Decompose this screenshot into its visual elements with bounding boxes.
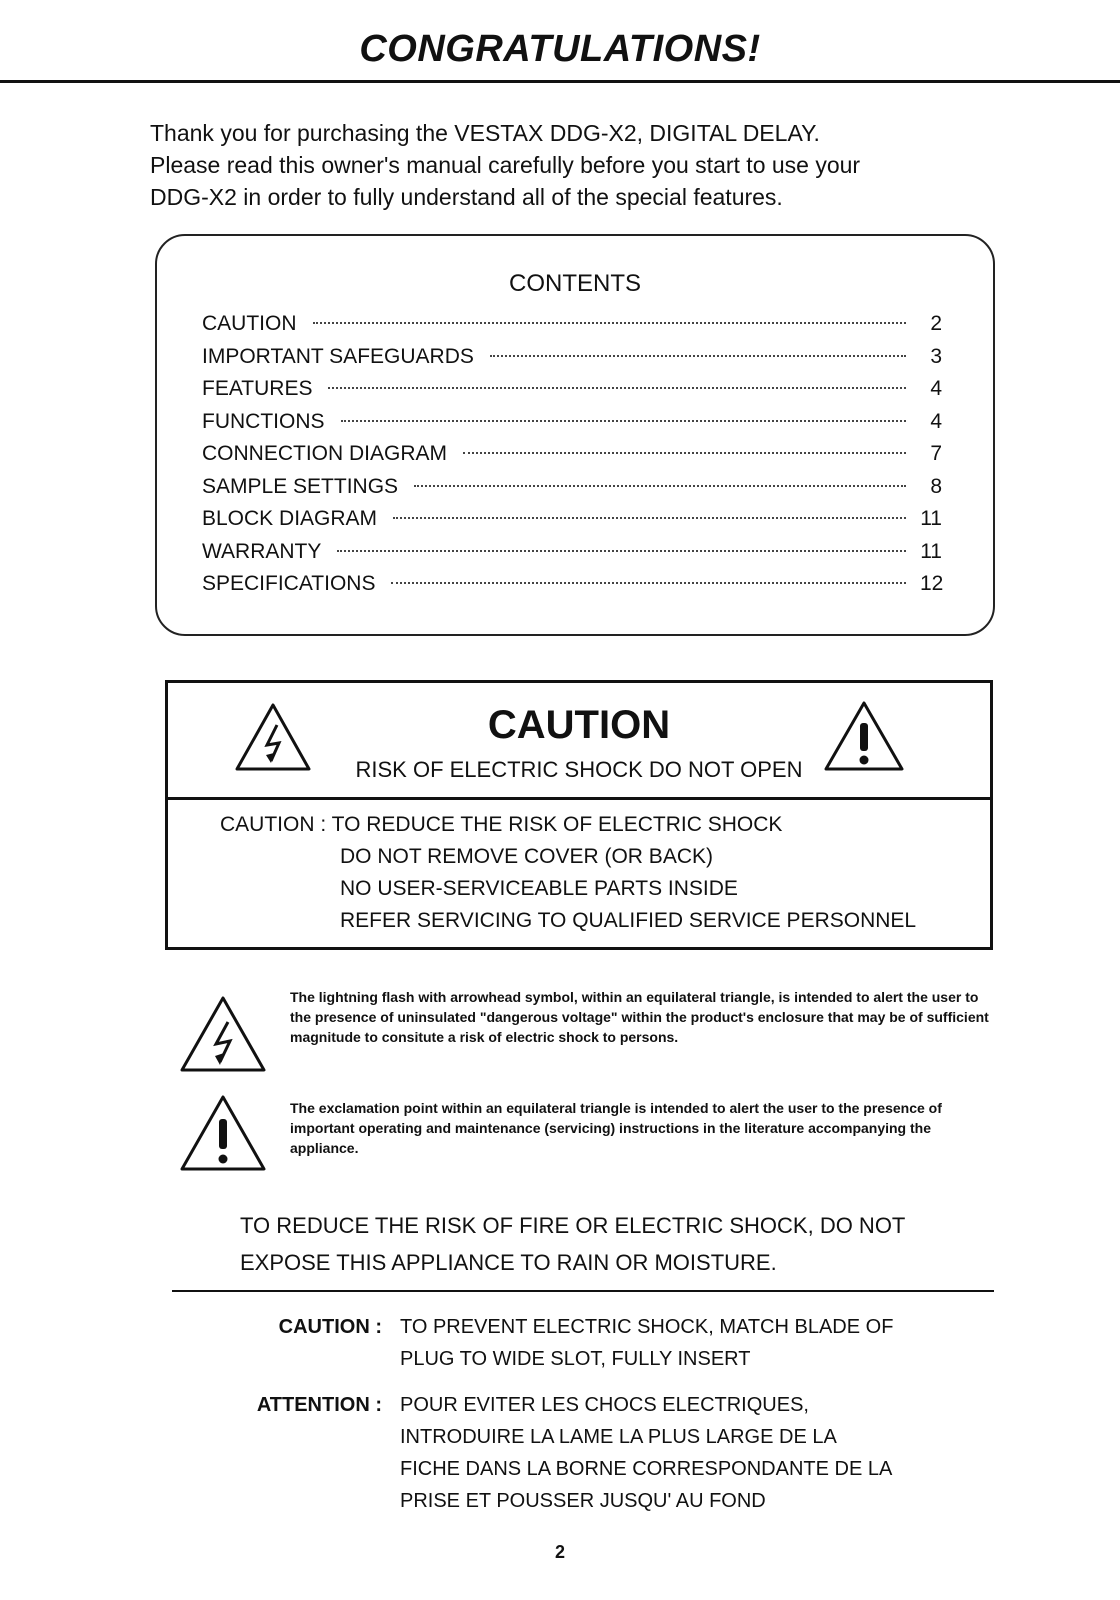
lightning-triangle-icon — [178, 994, 268, 1074]
intro-paragraph — [150, 117, 1010, 213]
toc-page: 2 — [930, 312, 942, 335]
page-title: CONGRATULATIONS! — [359, 28, 761, 70]
toc-leader — [328, 387, 906, 389]
toc-item-functions[interactable] — [202, 410, 942, 443]
caution-line: DO NOT REMOVE COVER (OR BACK) — [340, 845, 713, 868]
toc-item-block-diagram[interactable] — [202, 507, 942, 540]
toc-item-caution[interactable] — [202, 312, 942, 345]
toc-item-specifications[interactable] — [202, 572, 942, 605]
toc-item-sample-settings[interactable] — [202, 475, 942, 508]
toc-leader — [391, 582, 906, 584]
caution-line: CAUTION : TO REDUCE THE RISK OF ELECTRIC SHOCK — [220, 813, 783, 836]
caution-subheading: RISK OF ELECTRIC SHOCK DO NOT OPEN — [355, 757, 803, 782]
toc-page: 4 — [930, 409, 942, 433]
toc-label: FEATURES — [202, 377, 313, 400]
plug-attention-label: ATTENTION : — [256, 1394, 382, 1416]
plug-attention-line: PRISE ET POUSSER JUSQU' AU FOND — [400, 1490, 766, 1512]
caution-instructions — [220, 809, 980, 937]
section-divider — [172, 1290, 994, 1292]
toc-page: 8 — [930, 474, 942, 498]
plug-attention-text — [400, 1389, 892, 1517]
toc-leader — [414, 485, 906, 487]
caution-header — [168, 683, 990, 800]
toc-item-important-safeguards[interactable] — [202, 345, 942, 378]
toc-leader — [341, 420, 907, 422]
toc-label: WARRANTY — [202, 539, 322, 563]
exclamation-symbol-note: The exclamation point within an equilateral triangle is intended to alert the user to the presence of important operating and maintenance (servicing) instructions in the literature accompanying the appliance. — [290, 1100, 942, 1156]
plug-caution-line: TO PREVENT ELECTRIC SHOCK, MATCH BLADE OF — [400, 1316, 894, 1338]
plug-caution-text — [400, 1311, 893, 1375]
lightning-symbol-note: The lightning flash with arrowhead symbol, within an equilateral triangle, is intended to alert the user to the presence of uninsulated "dangerous voltage" within the product's enclosure that may be of sufficient magnitude to consitute a risk of electric shock to persons. — [290, 989, 989, 1045]
caution-line: NO USER-SERVICEABLE PARTS INSIDE — [340, 877, 738, 900]
toc-leader — [313, 322, 907, 324]
toc-label: SPECIFICATIONS — [202, 572, 376, 595]
toc-label: SAMPLE SETTINGS — [202, 474, 399, 498]
page-number: 2 — [554, 1542, 565, 1562]
contents-title: CONTENTS — [509, 270, 641, 297]
fire-warning — [240, 1207, 1000, 1281]
toc-page: 11 — [920, 539, 942, 563]
exclamation-triangle-icon — [822, 699, 906, 773]
toc-leader — [337, 550, 906, 552]
toc-page: 12 — [920, 572, 944, 595]
plug-caution-label: CAUTION : — [278, 1316, 382, 1338]
fire-warning-line: EXPOSE THIS APPLIANCE TO RAIN OR MOISTURE. — [240, 1250, 777, 1275]
toc-leader — [393, 517, 906, 519]
toc-leader — [463, 452, 906, 454]
title-divider — [0, 80, 1120, 83]
toc-page: 3 — [930, 344, 942, 368]
intro-line: Please read this owner's manual carefully before you start to use your — [150, 152, 861, 178]
table-of-contents — [202, 312, 942, 605]
toc-item-features[interactable] — [202, 377, 942, 410]
toc-page: 4 — [930, 377, 942, 400]
toc-page: 11 — [920, 507, 942, 530]
toc-label: CAUTION — [202, 312, 297, 335]
plug-caution-line: PLUG TO WIDE SLOT, FULLY INSERT — [400, 1348, 751, 1370]
fire-warning-line: TO REDUCE THE RISK OF FIRE OR ELECTRIC SHOCK, DO NOT — [240, 1213, 906, 1238]
caution-heading: CAUTION — [487, 703, 671, 747]
plug-attention-line: INTRODUIRE LA LAME LA PLUS LARGE DE LA — [400, 1426, 837, 1448]
toc-label: CONNECTION DIAGRAM — [202, 442, 448, 465]
toc-label: FUNCTIONS — [202, 409, 325, 433]
toc-item-warranty[interactable] — [202, 540, 942, 573]
intro-line: DDG-X2 in order to fully understand all of the special features. — [150, 184, 783, 210]
toc-leader — [490, 355, 906, 357]
toc-label: BLOCK DIAGRAM — [202, 507, 378, 530]
plug-attention-line: POUR EVITER LES CHOCS ELECTRIQUES, — [400, 1394, 809, 1416]
caution-box — [165, 680, 993, 950]
toc-page: 7 — [930, 442, 942, 465]
intro-line: Thank you for purchasing the VESTAX DDG-X2, DIGITAL DELAY. — [150, 120, 820, 146]
exclamation-triangle-icon — [178, 1093, 268, 1173]
contents-box — [155, 234, 995, 636]
toc-label: IMPORTANT SAFEGUARDS — [202, 344, 474, 368]
plug-attention-line: FICHE DANS LA BORNE CORRESPONDANTE DE LA — [400, 1458, 893, 1480]
caution-line: REFER SERVICING TO QUALIFIED SERVICE PERSONNEL — [340, 909, 917, 932]
toc-item-connection-diagram[interactable] — [202, 442, 942, 475]
